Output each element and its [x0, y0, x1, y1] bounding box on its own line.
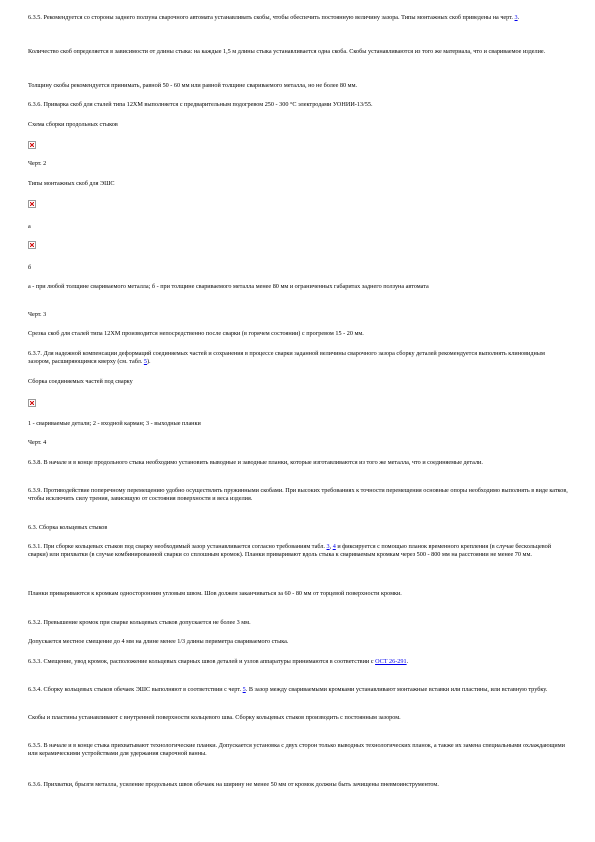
label-a: а — [28, 223, 31, 230]
link-table-5[interactable]: 5 — [143, 358, 147, 365]
broken-image-icon — [28, 200, 36, 208]
paragraph-6-3-6-welding-staples: 6.3.6. Приварка скоб для сталей типа 12ХМ выполняется с предварительным подогревом 250 - 300 °С электродами УОНИИ-13/55. — [28, 101, 373, 108]
paragraph-6-3-4-ring-assembly: 6.3.4. Сборку кольцевых стыков обечаек ЭШС выполняют в соответствии с черт. 5. В зазор между свариваемыми кромками устанавливают монтажные вставки или пластины, или вставную трубку. — [28, 686, 548, 693]
paragraph-local-offset: Допускается местное смещение до 4 мм на длине менее 1/3 длины периметра свариваемого стыка. — [28, 638, 289, 645]
link-table-3[interactable]: 3 — [326, 543, 330, 550]
label-b: б — [28, 264, 32, 271]
paragraph-staples-inner-surface: Скобы и пластины устанавливают с внутренней поверхности кольцевого шва. Сборку кольцевых стыков производить с постоянным зазором. — [28, 714, 401, 721]
caption-staple-types: а - при любой толщине свариваемого металла; б - при толщине свариваемого металла менее 80 мм и ограниченных габаритах заднего ползуна автомата — [28, 283, 429, 290]
link-table-4[interactable]: 4 — [332, 543, 336, 550]
paragraph-6-3-2-edge-excess: 6.3.2. Превышение кромок при сварке кольцевых стыков допускается не более 3 мм. — [28, 619, 251, 626]
paragraph-6-3-3-offset: 6.3.3. Смещение, увод кромок, расположение кольцевых сварных швов деталей и узлов аппаратуры принимаются в соответствии с ОСТ 26-291. — [28, 658, 409, 665]
paragraph-6-3-9-spring-staples: 6.3.9. Противодействие поперечному перемещению удобно осуществлять пружинными скобами. При высоких требованиях к точности перемещения основные опоры необходимо выполнять в виде катков, чтобы исключить силу трения, зависящую от состояния поверхности и веса изделия. — [28, 487, 568, 502]
paragraph-6-3-7-wedge-gap: 6.3.7. Для надежной компенсации деформаций соединяемых частей и сохранения в процессе сварки заданной величины сварочного зазора сборку деталей рекомендуется выполнять клиновидным зазором, расширяющимся кверху (см. табл. 5). — [28, 350, 545, 365]
caption-parts-legend: 1 - свариваемые детали; 2 - входной карман; 3 - выходные планки — [28, 420, 201, 427]
heading-mounting-staples: Типы монтажных скоб для ЭШС — [28, 180, 115, 187]
paragraph-staple-cutting: Срезка скоб для сталей типа 12ХМ производится непосредственно после сварки (в горячем состоянии) с прогревом 15 - 20 мм. — [28, 330, 364, 337]
paragraph-6-3-6-cleaning: 6.3.6. Прихватки, брызги металла, усиление продольных швов обечаек на ширину не менее 50 мм от кромок должны быть зачищены пневмоинструментом. — [28, 781, 439, 788]
broken-image-icon — [28, 399, 36, 407]
heading-longitudinal-assembly: Схема сборки продольных стыков — [28, 121, 118, 128]
broken-image-icon — [28, 141, 36, 149]
paragraph-6-3-5-tech-plates: 6.3.5. В начале и в конце стыка прихватывают технологические планки. Допускается установка с двух сторон только выводных технологических планок, а также их замена специальными охлаждающими или керамическими устройствами для удержания сварочной ванны. — [28, 742, 565, 757]
link-drawing-3[interactable]: 3 — [514, 14, 518, 21]
paragraph-6-3-5-staples: 6.3.5. Рекомендуется со стороны заднего ползуна сварочного автомата устанавливать скобы, чтобы обеспечить постоянную величину зазора. Типы монтажных скоб приведены на черт. 3. — [28, 14, 520, 21]
caption-drawing-4: Черт. 4 — [28, 439, 47, 446]
link-drawing-5[interactable]: 5 — [242, 686, 246, 693]
paragraph-6-3-8-end-plates: 6.3.8. В начале и в конце продольного стыка необходимо установить выводные и заводные планки, которые изготавливаются из того же металла, что и соединяемые детали. — [28, 459, 483, 466]
heading-parts-assembly: Сборка соединяемых частей под сварку — [28, 378, 133, 385]
paragraph-plates-welding: Планки привариваются к кромкам односторонним угловым швом. Шов должен заканчиваться за 60 - 80 мм от торцевой поверхности кромки. — [28, 590, 402, 597]
paragraph-staple-thickness: Толщину скобы рекомендуется принимать, равной 50 - 60 мм или равной толщине свариваемого металла, но не более 80 мм. — [28, 82, 358, 89]
caption-drawing-2: Черт. 2 — [28, 160, 47, 167]
paragraph-staple-count: Количество скоб определяется в зависимости от длины стыка: на каждые 1,5 м длины стыка устанавливается одна скоба. Скобы устанавливаются из того же материала, что и свариваемое изделие. — [28, 48, 546, 55]
caption-drawing-3: Черт. 3 — [28, 311, 47, 318]
link-ost-26-291[interactable]: ОСТ 26-291 — [375, 658, 407, 665]
broken-image-icon — [28, 241, 36, 249]
heading-ring-joints: 6.3. Сборка кольцевых стыков — [28, 524, 108, 531]
paragraph-6-3-1-ring-gap: 6.3.1. При сборке кольцевых стыков под сварку необходимый зазор устанавливается согласно требованиям табл. 3, 4 и фиксируется с помощью планок временного крепления (в случае бескольцевой сварки) или прихватки (в случае комбинированной сварки со сплошным кромок). Планки приваривают вдоль стыка к свариваемым кромкам через 500 - 800 мм на расстоянии не менее 70 мм. — [28, 543, 552, 558]
